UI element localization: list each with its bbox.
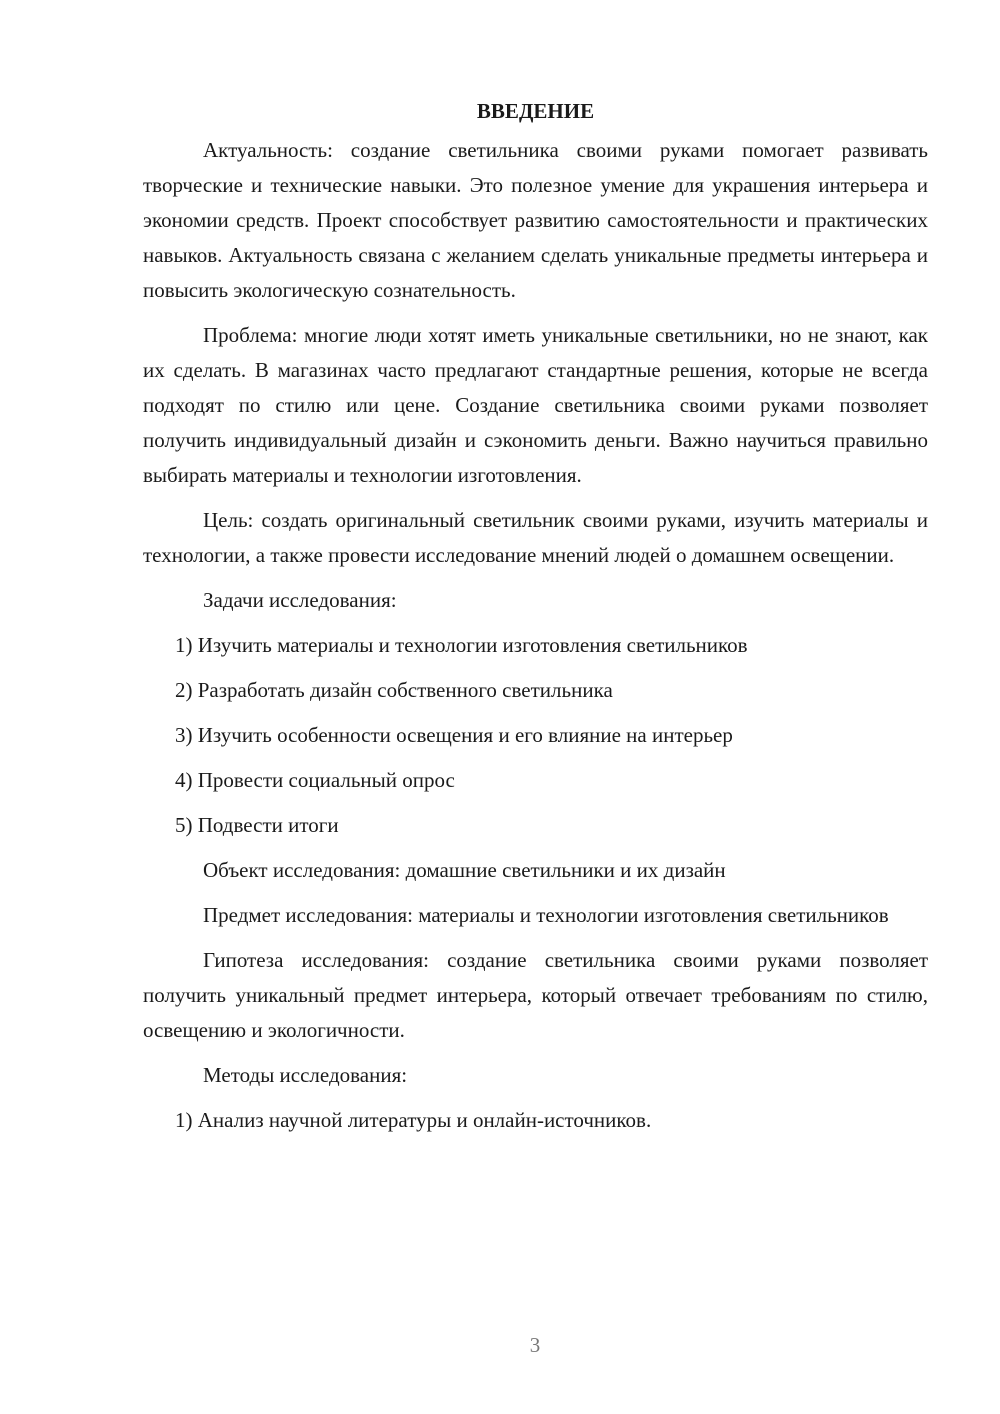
- tasks-heading: Задачи исследования:: [203, 588, 397, 612]
- tasks-list: [143, 628, 928, 843]
- relevance-paragraph: Актуальность: создание светильника своими руками помогает развивать творческие и технические навыки. Это полезное умение для украшения интерьера и экономии средств. Проект способствует развитию самостоятельности и практических навыков. Актуальность связана с желанием сделать уникальные предметы интерьера и повысить экологическую сознательность.: [143, 138, 928, 302]
- list-item: 5) Подвести итоги: [175, 813, 339, 837]
- methods-heading: Методы исследования:: [203, 1063, 408, 1087]
- list-item: 2) Разработать дизайн собственного светильника: [175, 678, 613, 702]
- document-page: [143, 95, 928, 1148]
- problem-paragraph: Проблема: многие люди хотят иметь уникальные светильники, но не знают, как их сделать. В магазинах часто предлагают стандартные решения, которые не всегда подходят по стилю или цене. Создание светильника своими руками позволяет получить индивидуальный дизайн и сэкономить деньги. Важно научиться правильно выбирать материалы и технологии изготовления.: [143, 323, 928, 487]
- goal-paragraph: Цель: создать оригинальный светильник своими руками, изучить материалы и технологии, а также провести исследование мнений людей о домашнем освещении.: [143, 508, 928, 567]
- list-item: 4) Провести социальный опрос: [175, 768, 455, 792]
- list-item: 3) Изучить особенности освещения и его влияние на интерьер: [175, 723, 733, 747]
- list-item: 1) Анализ научной литературы и онлайн-источников.: [175, 1108, 652, 1132]
- hypothesis-paragraph: Гипотеза исследования: создание светильника своими руками позволяет получить уникальный предмет интерьера, который отвечает требованиям по стилю, освещению и экологичности.: [143, 948, 928, 1042]
- methods-list: [143, 1103, 928, 1138]
- object-paragraph: Объект исследования: домашние светильники и их дизайн: [203, 858, 726, 882]
- subject-paragraph: Предмет исследования: материалы и технологии изготовления светильников: [203, 903, 889, 927]
- list-item: 1) Изучить материалы и технологии изготовления светильников: [175, 633, 748, 657]
- page-title: ВВЕДЕНИЕ: [476, 99, 595, 123]
- page-number: 3: [529, 1333, 541, 1357]
